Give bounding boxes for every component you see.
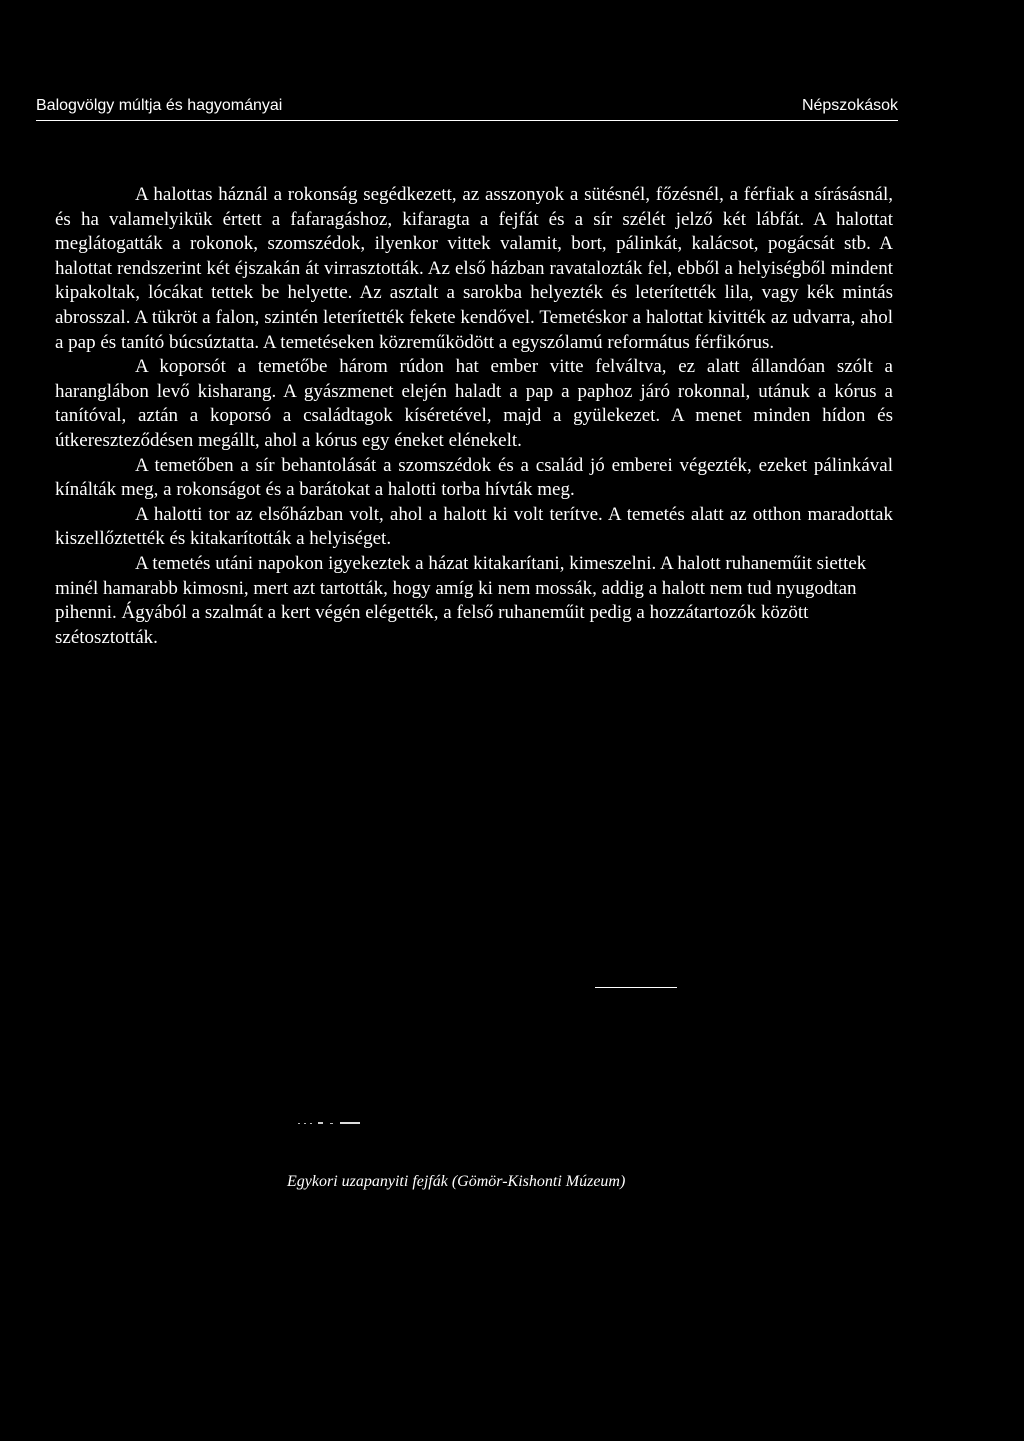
image-placeholder-marks — [298, 1121, 360, 1125]
body-text — [55, 183, 893, 650]
header-book-title: Balogvölgy múltja és hagyományai — [36, 97, 283, 114]
paragraph: A koporsót a temetőbe három rúdon hat ember vitte felváltva, ez alatt állandóan szólt a haranglábon levő kisharang. A gyászmenet elején haladt a pap a paphoz járó rokonnal, utánuk a kórus a tanítóval, aztán a koporsó a családtagok kíséretével, majd a gyülekezet. A menet minden hídon és útkereszteződésen megállt, ahol a kórus egy éneket elénekelt. — [55, 356, 893, 451]
section-divider — [595, 987, 677, 988]
paragraph: A temetés utáni napokon igyekeztek a házat kitakarítani, kimeszelni. A halott ruhaneműit siettek minél hamarabb kimosni, mert azt tartották, hogy amíg ki nem mossák, addig a halott nem tud nyugodtan pihenni. Ágyából a szalmát a kert végén elégették, a felső ruhaneműit pedig a hozzátartozók között szétosztották. — [55, 552, 867, 648]
paragraph: A halotti tor az elsőházban volt, ahol a halott ki volt terítve. A temetés alatt az otthon maradottak kiszellőztették és kitakarították a helyiséget. — [55, 503, 893, 550]
running-header — [36, 96, 898, 121]
header-chapter-title: Népszokások — [801, 97, 898, 114]
paragraph: A halottas háznál a rokonság segédkezett, az asszonyok a sütésnél, főzésnél, a férfiak a sírásásnál, és ha valamelyikük értett a fafaragáshoz, kifaragta a fejfát és a sír szélét jelző két lábfát. A halottat meglátogatták a rokonok, szomszédok, ilyenkor vittek valamit, bort, pálinkát, kalácsot, pogácsát stb. A halottat rendszerint két éjszakán át virrasztották. Az első házban ravatalozták fel, ebből a helyiségből mindent kipakoltak, lócákat tettek be helyette. Az asztalt a sarokba helyezték és leterítették lila, vagy kék mintás abrosszal. A tükröt a falon, szintén leterítették fekete kendővel. Temetéskor a halottat kivitték az udvarra, ahol a pap és tanító búcsúztatta. A temetéseken közreműködött a egyszólamú református férfikórus. — [55, 184, 893, 353]
image-caption: Egykori uzapanyiti fejfák (Gömör-Kishonti Múzeum) — [287, 1173, 626, 1190]
paragraph: A temetőben a sír behantolását a szomszédok és a család jó emberei végezték, ezeket pálinkával kínálták meg, a rokonságot és a barátokat a halotti torba hívták meg. — [55, 454, 893, 501]
